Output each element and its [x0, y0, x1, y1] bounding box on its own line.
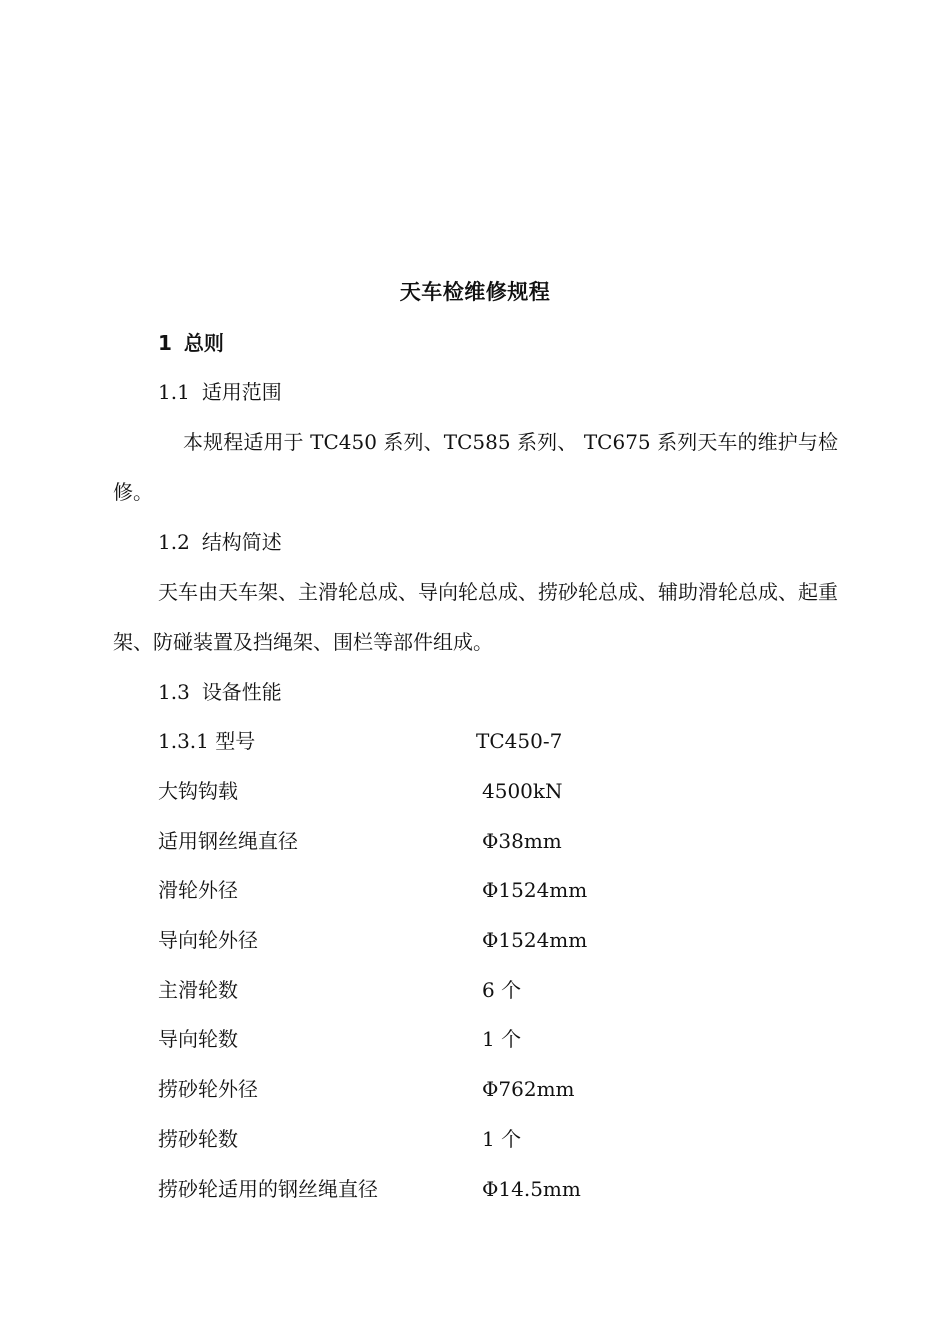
spec-label: 滑轮外径 [158, 878, 238, 902]
section-1-3-heading [158, 677, 282, 707]
spec-row [158, 1174, 758, 1204]
spec-label: 捞砂轮外径 [158, 1077, 258, 1101]
spec-value: Φ1524mm [482, 878, 588, 902]
spec-label: 1.3.1 型号 [158, 729, 256, 753]
spec-value: 1 个 [482, 1127, 522, 1151]
spec-row [158, 776, 758, 806]
section-1-1-heading [158, 377, 282, 407]
spec-row [158, 925, 758, 955]
spec-label: 大钩钩载 [158, 779, 238, 803]
spec-label: 捞砂轮适用的钢丝绳直径 [158, 1177, 378, 1201]
section-1-1-title: 适用范围 [201, 380, 282, 404]
section-1-heading [158, 328, 224, 358]
section-1-number: 1 [158, 331, 172, 355]
spec-value: 4500kN [482, 779, 563, 803]
spec-row [158, 726, 758, 756]
spec-row [158, 1024, 758, 1054]
section-1-2-heading [158, 527, 282, 557]
section-1-2-number: 1.2 [158, 530, 190, 554]
spec-value: Φ762mm [482, 1077, 575, 1101]
spec-row [158, 1124, 758, 1154]
spec-label: 导向轮外径 [158, 928, 258, 952]
section-1-1-paragraph: 本规程适用于 TC450 系列、TC585 系列、 TC675 系列天车的维护与检修。 [113, 430, 838, 504]
spec-label: 导向轮数 [158, 1027, 238, 1051]
spec-row [158, 1074, 758, 1104]
spec-value: 6 个 [482, 978, 522, 1002]
spec-value: Φ1524mm [482, 928, 588, 952]
spec-row [158, 826, 758, 856]
section-1-3-title: 设备性能 [201, 680, 282, 704]
section-1-1-number: 1.1 [158, 380, 190, 404]
spec-value: TC450-7 [476, 729, 563, 753]
section-1-title: 总则 [183, 331, 224, 355]
spec-value: Φ14.5mm [482, 1177, 581, 1201]
document-title: 天车检维修规程 [399, 280, 551, 304]
spec-label: 捞砂轮数 [158, 1127, 238, 1151]
spec-value: 1 个 [482, 1027, 522, 1051]
spec-row [158, 975, 758, 1005]
spec-label: 适用钢丝绳直径 [158, 829, 298, 853]
section-1-2-title: 结构简述 [201, 530, 282, 554]
section-1-3-number: 1.3 [158, 680, 190, 704]
spec-label: 主滑轮数 [158, 978, 238, 1002]
spec-row [158, 875, 758, 905]
section-1-2-paragraph: 天车由天车架、主滑轮总成、导向轮总成、捞砂轮总成、辅助滑轮总成、起重架、防碰装置及挡绳架、围栏等部件组成。 [113, 580, 838, 654]
spec-value: Φ38mm [482, 829, 562, 853]
